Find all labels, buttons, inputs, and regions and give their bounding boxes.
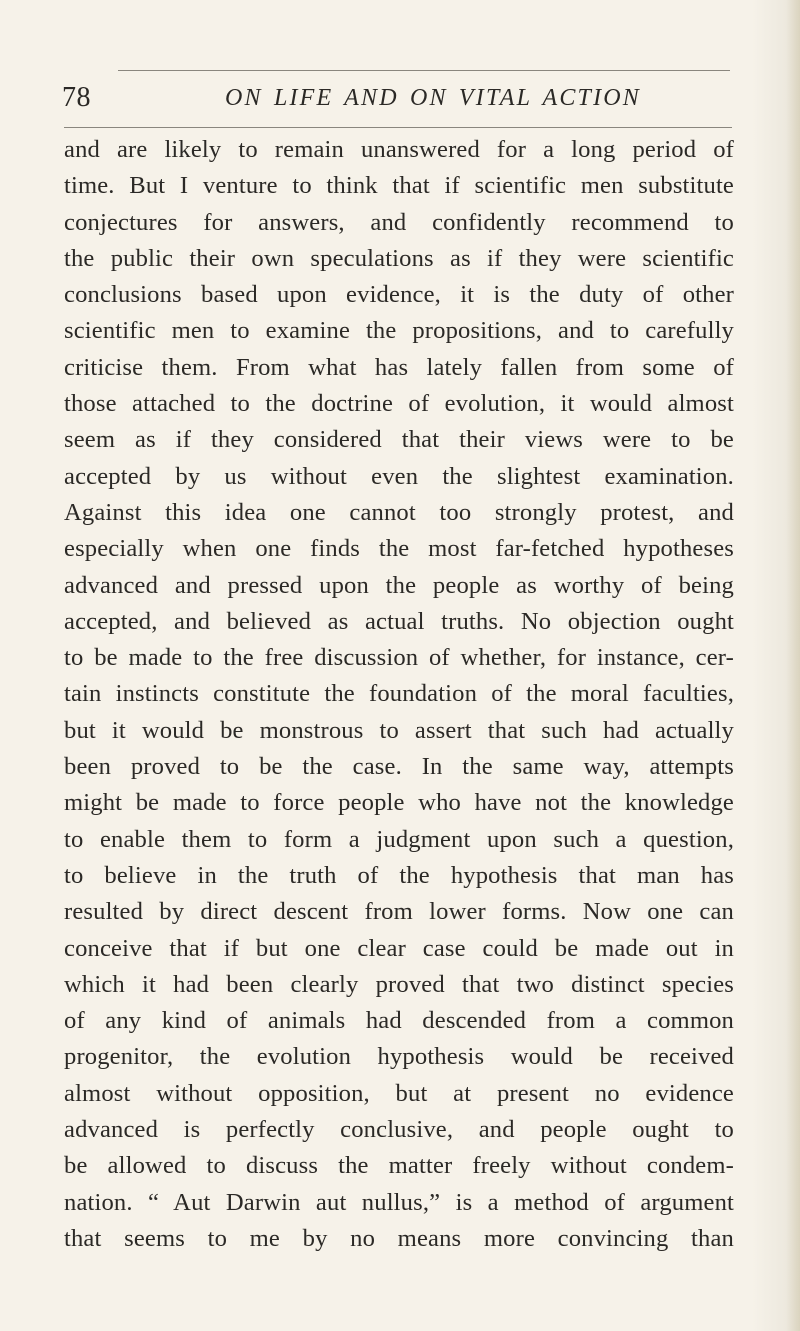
header-rule-bottom [64,127,732,128]
text-line: accepted, and believed as actual truths. No objection ought [64,607,734,635]
text-line: been proved to be the case. In the same way, attempts [64,753,734,781]
text-line: especially when one finds the most far-fetched hypotheses [64,535,734,563]
text-line: to believe in the truth of the hypothesis that man has [64,861,734,889]
text-line: but it would be monstrous to assert that such had actually [64,716,734,744]
text-line: conjectures for answers, and confidently recommend to [64,208,734,236]
text-line: time. But I venture to think that if scientific men substitute [64,172,734,200]
text-line: those attached to the doctrine of evolution, it would almost [64,390,734,418]
text-line: resulted by direct descent from lower forms. Now one can [64,898,734,926]
text-line: Against this idea one cannot too strongly protest, and [64,498,734,526]
header-rule-top [118,70,730,71]
text-line: almost without opposition, but at present no evidence [64,1079,734,1107]
running-title: ON LIFE AND ON VITAL ACTION [225,85,642,111]
text-line: to enable them to form a judgment upon such a question, [64,825,734,853]
text-line: seem as if they considered that their views were to be [64,426,734,454]
text-line: criticise them. From what has lately fallen from some of [64,353,734,381]
text-line: the public their own speculations as if they were scientific [64,244,734,272]
page-number: 78 [62,82,91,113]
text-line: advanced and pressed upon the people as worthy of being [64,571,734,599]
page-edge-shadow [786,0,800,1331]
text-line: advanced is perfectly conclusive, and people ought to [64,1116,734,1144]
text-line: to be made to the free discussion of whether, for instance, cer- [64,644,734,672]
text-line: that seems to me by no means more convincing than [64,1224,734,1252]
text-line: of any kind of animals had descended from a common [64,1007,734,1035]
text-line: which it had been clearly proved that two distinct species [64,970,734,998]
text-line: conceive that if but one clear case could be made out in [64,934,734,962]
text-line: nation. “ Aut Darwin aut nullus,” is a method of argument [64,1188,734,1216]
running-head [62,78,732,118]
text-line: accepted by us without even the slightest examination. [64,462,734,490]
text-line: conclusions based upon evidence, it is the duty of other [64,281,734,309]
text-line: might be made to force people who have not the knowledge [64,789,734,817]
body-text [64,132,734,1257]
text-line: be allowed to discuss the matter freely without condem- [64,1152,734,1180]
text-line: scientific men to examine the propositions, and to carefully [64,317,734,345]
text-line: and are likely to remain unanswered for a long period of [64,136,734,163]
text-line: progenitor, the evolution hypothesis would be received [64,1043,734,1071]
text-line: tain instincts constitute the foundation of the moral faculties, [64,680,734,708]
